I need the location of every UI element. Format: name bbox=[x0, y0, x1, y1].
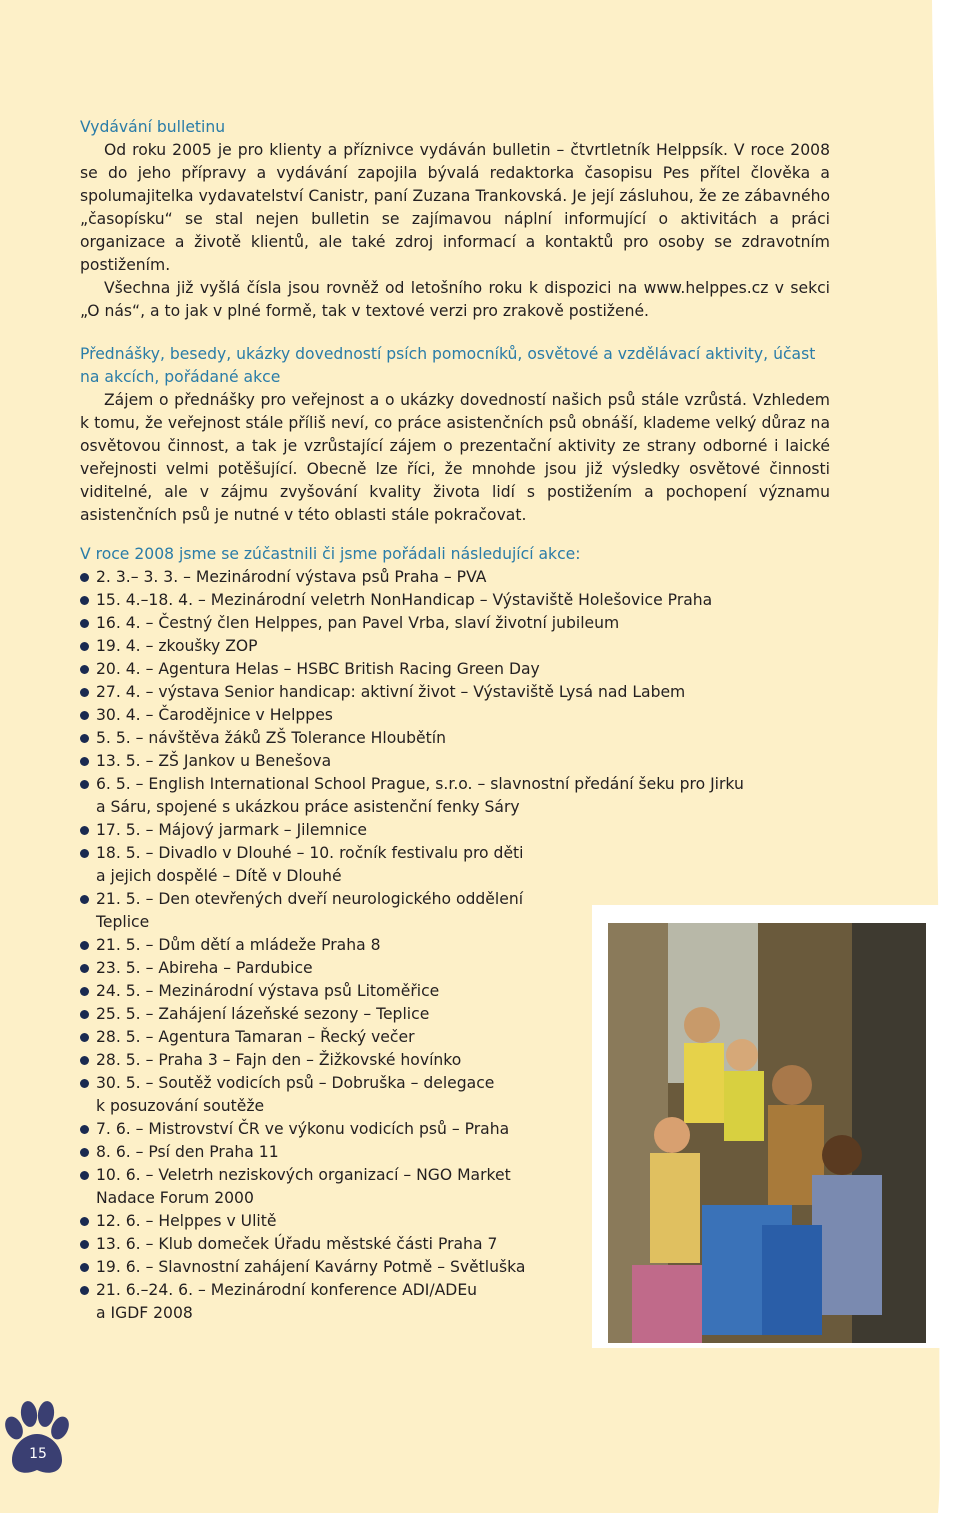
event-item bbox=[80, 842, 830, 888]
event-text: 13. 5. – ZŠ Jankov u Benešova bbox=[96, 752, 332, 770]
event-text: 13. 6. – Klub domeček Úřadu městské části Praha 7 bbox=[96, 1235, 498, 1253]
bullet-icon bbox=[80, 1125, 89, 1134]
event-item bbox=[80, 819, 830, 842]
bullet-icon bbox=[80, 688, 89, 697]
event-text: 16. 4. – Čestný člen Helppes, pan Pavel Vrba, slaví životní jubileum bbox=[96, 614, 620, 632]
event-text: 15. 4.–18. 4. – Mezinárodní veletrh NonHandicap – Výstaviště Holešovice Praha bbox=[96, 591, 713, 609]
event-text-continued: Teplice bbox=[96, 913, 150, 931]
event-text: 19. 4. – zkoušky ZOP bbox=[96, 637, 258, 655]
event-text: 6. 5. – English International School Prague, s.r.o. – slavnostní předání šeku pro Jirku bbox=[96, 775, 744, 793]
bullet-icon bbox=[80, 1171, 89, 1180]
event-text: 19. 6. – Slavnostní zahájení Kavárny Potmě – Světluška bbox=[96, 1258, 526, 1276]
event-text: 21. 5. – Den otevřených dveří neurologického oddělení bbox=[96, 890, 524, 908]
bullet-icon bbox=[80, 596, 89, 605]
event-text: 30. 5. – Soutěž vodicích psů – Dobruška – delegace bbox=[96, 1074, 495, 1092]
event-text-continued: k posuzování soutěže bbox=[96, 1097, 265, 1115]
bullet-icon bbox=[80, 895, 89, 904]
bullet-icon bbox=[80, 711, 89, 720]
photo-children-with-dogs bbox=[592, 905, 943, 1348]
event-item bbox=[80, 750, 830, 773]
bullet-icon bbox=[80, 826, 89, 835]
bullet-icon bbox=[80, 665, 89, 674]
event-text: 12. 6. – Helppes v Ulitě bbox=[96, 1212, 277, 1230]
event-text: 28. 5. – Praha 3 – Fajn den – Žižkovské hovínko bbox=[96, 1051, 462, 1069]
event-item bbox=[80, 612, 830, 635]
event-item bbox=[80, 773, 830, 819]
bullet-icon bbox=[80, 780, 89, 789]
event-text: 25. 5. – Zahájení lázeňské sezony – Teplice bbox=[96, 1005, 430, 1023]
bullet-icon bbox=[80, 1148, 89, 1157]
event-text: 23. 5. – Abireha – Pardubice bbox=[96, 959, 313, 977]
bullet-icon bbox=[80, 941, 89, 950]
bulletin-paragraph: Od roku 2005 je pro klienty a příznivce vydáván bulletin – čtvrtletník Helppsík. V roce 2008 se do jeho přípravy a vydávání zapojila bývalá redaktorka časopisu Pes přítel člověka a spolumajitelka vydavatelství Canistr, paní Zuzana Trankovská. Je její zásluhou, že ze zábavného „časopísku“ se stal nejen bulletin se zajímavou náplní informující o aktivitách a práci organizace a životě klientů, ale také zdroj informací a kontaktů pro osoby se zdravotním postižením. bbox=[80, 141, 830, 274]
bullet-icon bbox=[80, 987, 89, 996]
event-item bbox=[80, 589, 830, 612]
event-item bbox=[80, 566, 830, 589]
bullet-icon bbox=[80, 573, 89, 582]
event-item bbox=[80, 658, 830, 681]
event-text: 27. 4. – výstava Senior handicap: aktivní život – Výstaviště Lysá nad Labem bbox=[96, 683, 686, 701]
event-text-continued: Nadace Forum 2000 bbox=[96, 1189, 254, 1207]
bullet-icon bbox=[80, 642, 89, 651]
event-text: 21. 6.–24. 6. – Mezinárodní konference ADI/ADEu bbox=[96, 1281, 478, 1299]
page-number: 15 bbox=[29, 1446, 47, 1462]
event-text: 28. 5. – Agentura Tamaran – Řecký večer bbox=[96, 1028, 415, 1046]
event-text: 7. 6. – Mistrovství ČR ve výkonu vodicích psů – Praha bbox=[96, 1120, 510, 1138]
bullet-icon bbox=[80, 1079, 89, 1088]
bullet-icon bbox=[80, 619, 89, 628]
event-text: 8. 6. – Psí den Praha 11 bbox=[96, 1143, 279, 1161]
paw-icon bbox=[2, 1398, 72, 1478]
event-text: 30. 4. – Čarodějnice v Helppes bbox=[96, 706, 333, 724]
bullet-icon bbox=[80, 1010, 89, 1019]
section-title-events: V roce 2008 jsme se zúčastnili či jsme pořádali následující akce: bbox=[80, 545, 581, 563]
bulletin-web-paragraph: Všechna již vyšlá čísla jsou rovněž od letošního roku k dispozici na www.helppes.cz v sekci „O nás“, a to jak v plné formě, tak v textové verzi pro zrakově postižené. bbox=[80, 279, 830, 320]
event-text-continued: a Sáru, spojené s ukázkou práce asistenční fenky Sáry bbox=[96, 798, 520, 816]
bullet-icon bbox=[80, 1056, 89, 1065]
bullet-icon bbox=[80, 849, 89, 858]
event-text: 17. 5. – Májový jarmark – Jilemnice bbox=[96, 821, 367, 839]
event-text-continued: a IGDF 2008 bbox=[96, 1304, 193, 1322]
event-text: 5. 5. – návštěva žáků ZŠ Tolerance Hloubětín bbox=[96, 729, 446, 747]
lectures-paragraph: Zájem o přednášky pro veřejnost a o ukázky dovedností našich psů stále vzrůstá. Vzhledem k tomu, že veřejnost stále příliš neví, co práce asistenčních psů obnáší, klademe velký důraz na osvětovou činnost, a tak je vzrůstající zájem o prezentační aktivity ze strany odborné i laické veřejnosti velmi potěšující. Obecně lze říci, že mnohde jsou již výsledky osvětové činnosti viditelné, ale v zájmu zvyšování kvality života lidí s postižením a pochopení významu asistenčních psů je nutné v této oblasti stále pokračovat. bbox=[80, 391, 830, 524]
bullet-icon bbox=[80, 1263, 89, 1272]
bullet-icon bbox=[80, 964, 89, 973]
section-title-lectures: Přednášky, besedy, ukázky dovedností psích pomocníků, osvětové a vzdělávací aktivity, účast na akcích, pořádané akce bbox=[80, 345, 816, 386]
event-text: 21. 5. – Dům dětí a mládeže Praha 8 bbox=[96, 936, 381, 954]
event-text: 18. 5. – Divadlo v Dlouhé – 10. ročník festivalu pro děti bbox=[96, 844, 524, 862]
bullet-icon bbox=[80, 1286, 89, 1295]
section-title-bulletin: Vydávání bulletinu bbox=[80, 118, 226, 136]
event-item bbox=[80, 704, 830, 727]
event-text: 2. 3.– 3. 3. – Mezinárodní výstava psů Praha – PVA bbox=[96, 568, 487, 586]
event-text-continued: a jejich dospělé – Dítě v Dlouhé bbox=[96, 867, 342, 885]
bullet-icon bbox=[80, 757, 89, 766]
bullet-icon bbox=[80, 1240, 89, 1249]
event-text: 20. 4. – Agentura Helas – HSBC British Racing Green Day bbox=[96, 660, 540, 678]
event-item bbox=[80, 681, 830, 704]
bullet-icon bbox=[80, 1033, 89, 1042]
event-item bbox=[80, 635, 830, 658]
event-item bbox=[80, 727, 830, 750]
event-text: 10. 6. – Veletrh neziskových organizací – NGO Market bbox=[96, 1166, 511, 1184]
bullet-icon bbox=[80, 734, 89, 743]
bullet-icon bbox=[80, 1217, 89, 1226]
event-text: 24. 5. – Mezinárodní výstava psů Litoměřice bbox=[96, 982, 440, 1000]
